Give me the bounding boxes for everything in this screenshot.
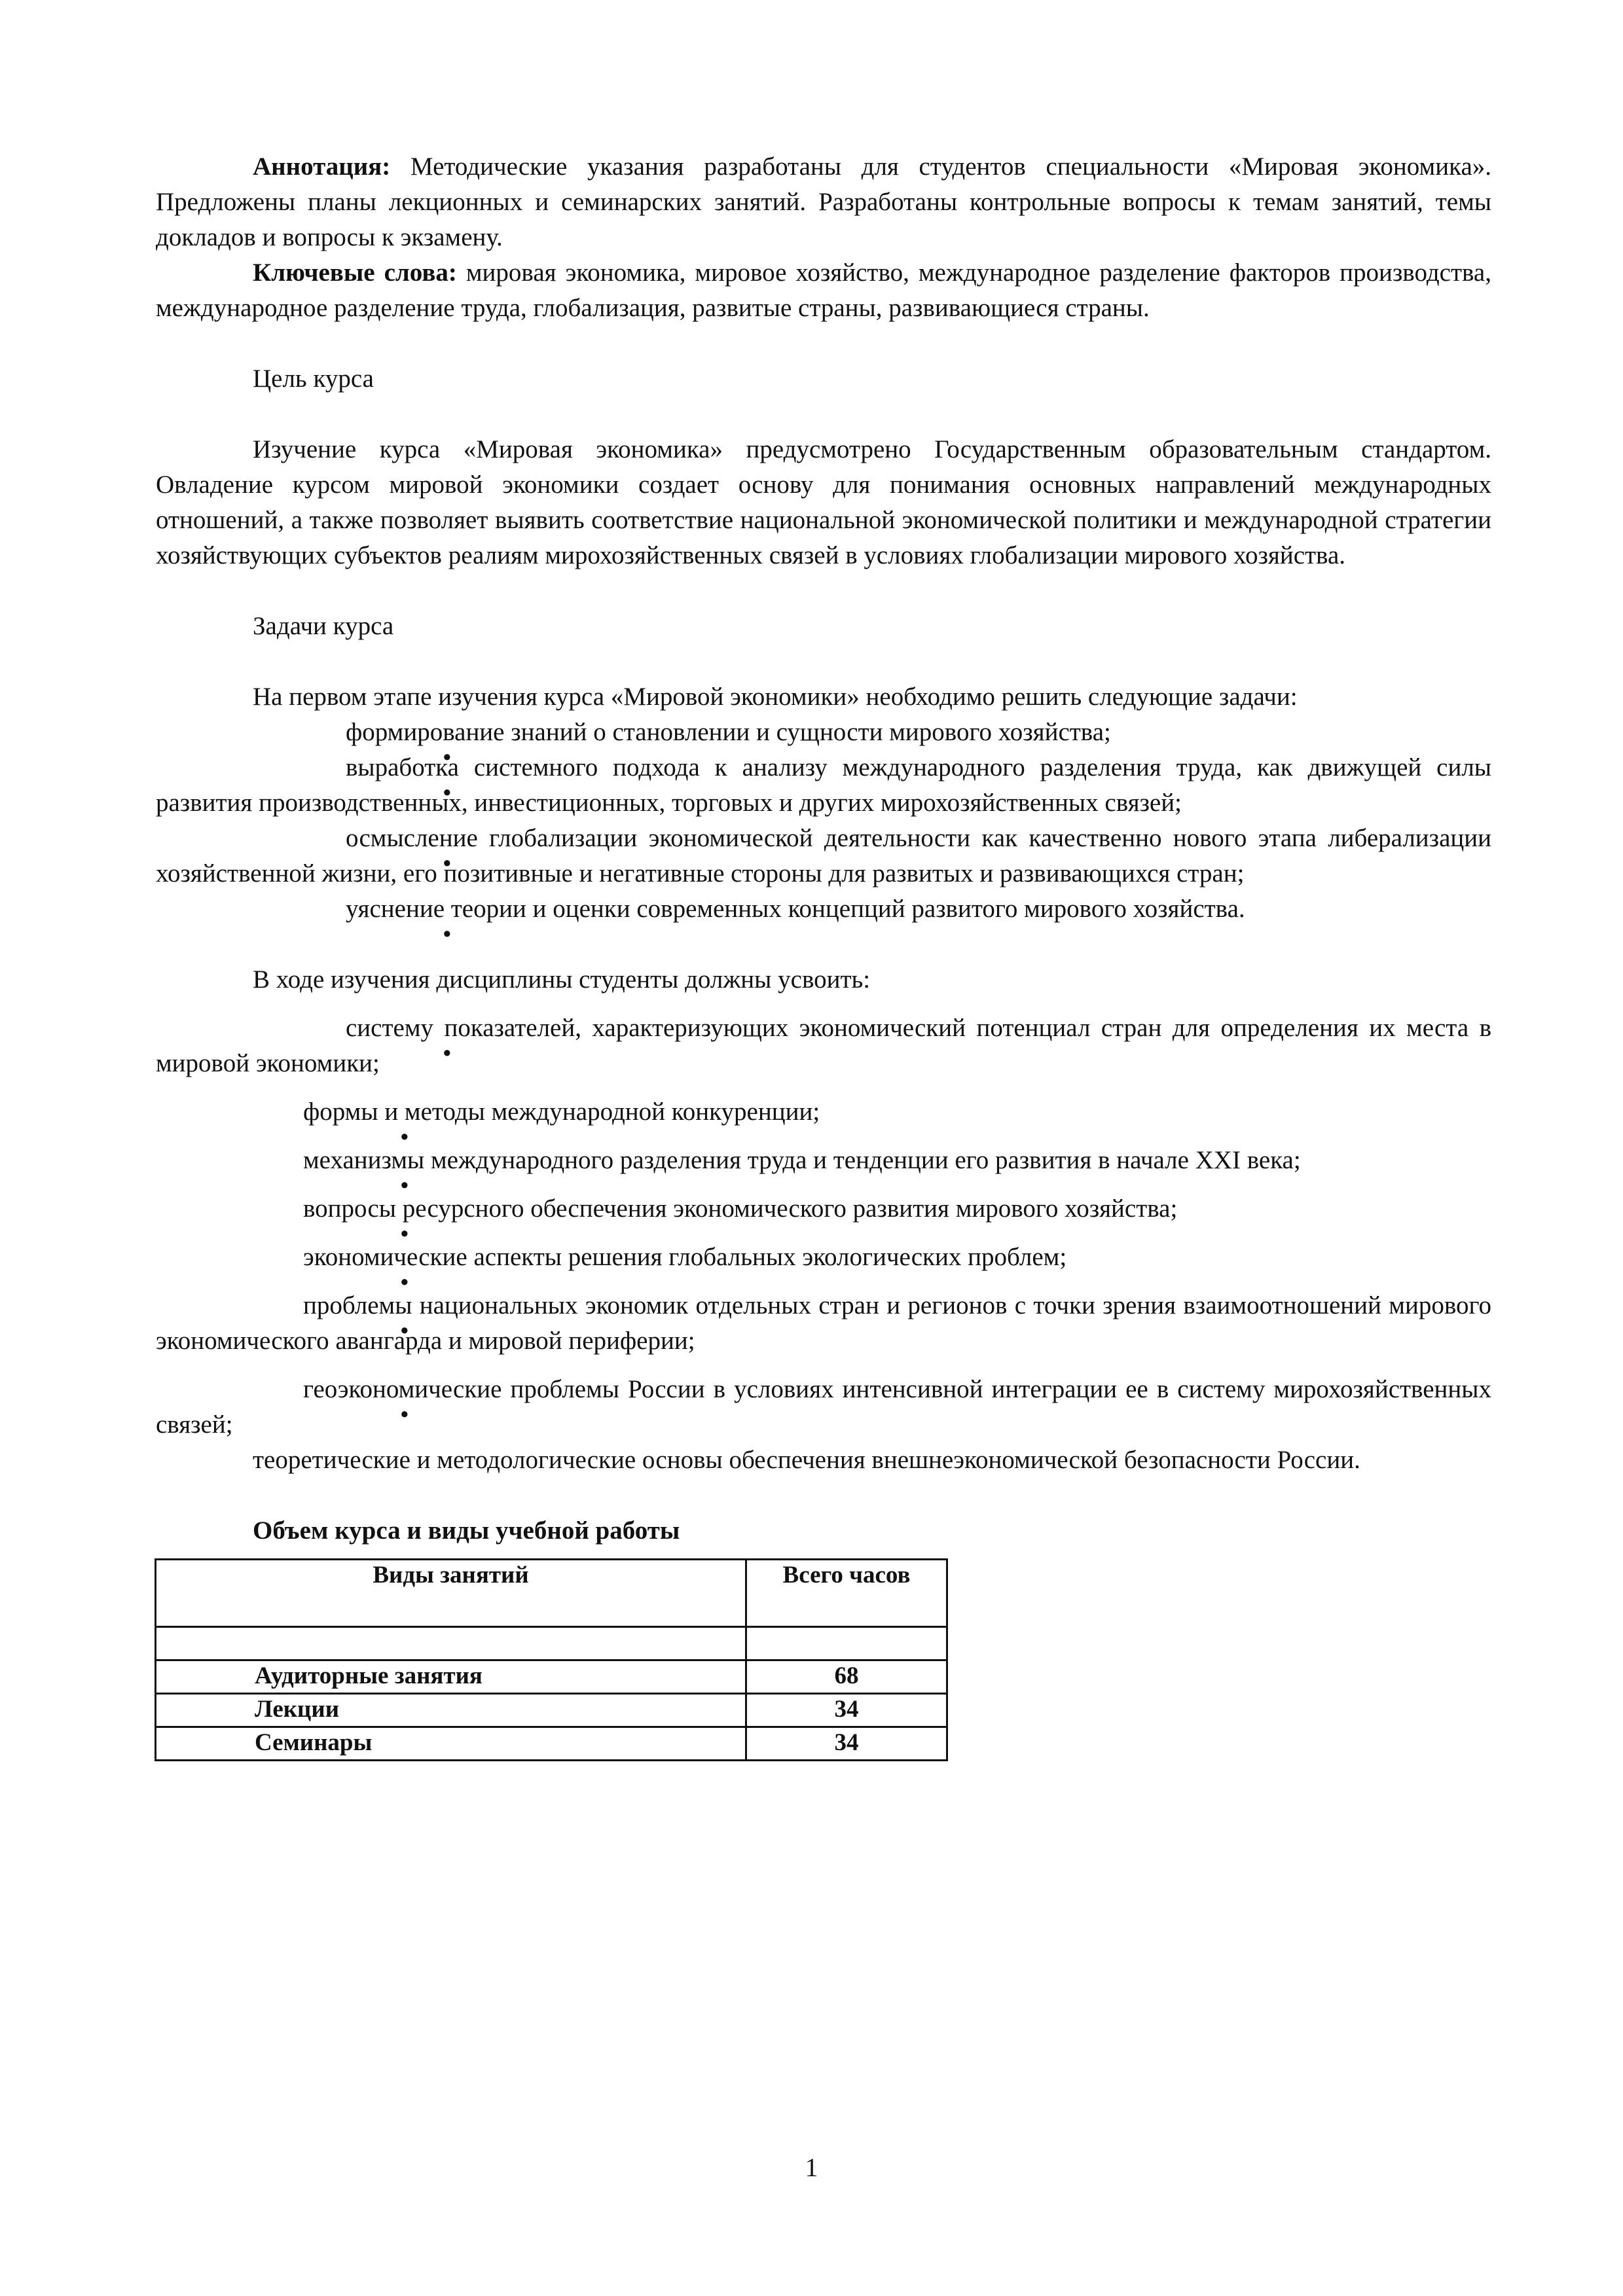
task-item: уяснение теории и оценки современных концепций развитого мирового хозяйства. xyxy=(346,895,1245,923)
table-header-type: Виды занятий xyxy=(156,1560,746,1627)
keywords-text: мировая экономика, мировое хозяйство, международное разделение факторов производства, международное разделение труда, глобализация, развитые страны, развивающиеся страны. xyxy=(156,259,1491,322)
tasks-heading: Задачи курса xyxy=(253,612,394,640)
learn-item: проблемы национальных экономик отдельных стран и регионов с точки зрения взаимоотношений мирового экономического авангарда и мировой периферии; xyxy=(156,1291,1491,1355)
volume-table xyxy=(155,1558,948,1761)
annotation-paragraph xyxy=(156,149,1491,255)
learn-item: систему показателей, характеризующих экономический потенциал стран для определения их места в мировой экономики; xyxy=(156,1014,1491,1077)
learn-item: вопросы ресурсного обеспечения экономического развития мирового хозяйства; xyxy=(303,1194,1178,1223)
table-header-hours: Всего часов xyxy=(746,1560,947,1627)
goal-text: Изучение курса «Мировая экономика» предусмотрено Государственным образовательным стандартом. Овладение курсом мировой экономики создает основу для понимания основных направлений международных отношений, а также позволяет выявить соответствие национальной экономической политики и международной стратегии хозяйствующих субъектов реалиям мирохозяйственных связей в условиях глобализации мирового хозяйства. xyxy=(156,435,1491,569)
table-row: Лекции 34 xyxy=(156,1694,947,1727)
volume-heading: Объем курса и виды учебной работы xyxy=(253,1516,680,1545)
learn-item: механизмы международного разделения труда и тенденции его развития в начале XXI века; xyxy=(303,1146,1301,1174)
tasks-intro: На первом этапе изучения курса «Мировой экономики» необходимо решить следующие задачи: xyxy=(253,683,1298,711)
annotation-label: Аннотация: xyxy=(253,152,391,181)
learn-last: теоретические и методологические основы обеспечения внешнеэкономической безопасности России. xyxy=(253,1446,1360,1474)
learn-item: формы и методы международной конкуренции; xyxy=(303,1098,820,1126)
learn-item: геоэкономические проблемы России в условиях интенсивной интеграции ее в систему мирохозяйственных связей; xyxy=(156,1375,1491,1439)
keywords-paragraph xyxy=(156,255,1491,326)
annotation-text: Методические указания разработаны для студентов специальности «Мировая экономика». Предложены планы лекционных и семинарских занятий. Разработаны контрольные вопросы к темам занятий, темы докладов и вопросы к экзамену. xyxy=(156,152,1491,251)
page-number: 1 xyxy=(805,2153,818,2182)
learn-intro: В ходе изучения дисциплины студенты должны усвоить: xyxy=(253,965,871,994)
goal-heading: Цель курса xyxy=(253,365,374,393)
table-row: Аудиторные занятия 68 xyxy=(156,1660,947,1694)
table-row xyxy=(156,1627,947,1660)
task-item: осмысление глобализации экономической деятельности как качественно нового этапа либерализации хозяйственной жизни, его позитивные и негативные стороны для развитых и развивающихся стран; xyxy=(156,824,1491,888)
learn-item: экономические аспекты решения глобальных экологических проблем; xyxy=(303,1243,1067,1271)
table-row: Семинары 34 xyxy=(156,1727,947,1761)
keywords-label: Ключевые слова: xyxy=(253,259,457,287)
task-item: формирование знаний о становлении и сущности мирового хозяйства; xyxy=(346,718,1111,746)
task-item: выработка системного подхода к анализу международного разделения труда, как движущей силы развития производственных, инвестиционных, торговых и других мирохозяйственных связей; xyxy=(156,753,1491,817)
document-body xyxy=(156,149,1491,1549)
table-header-row xyxy=(156,1560,947,1627)
